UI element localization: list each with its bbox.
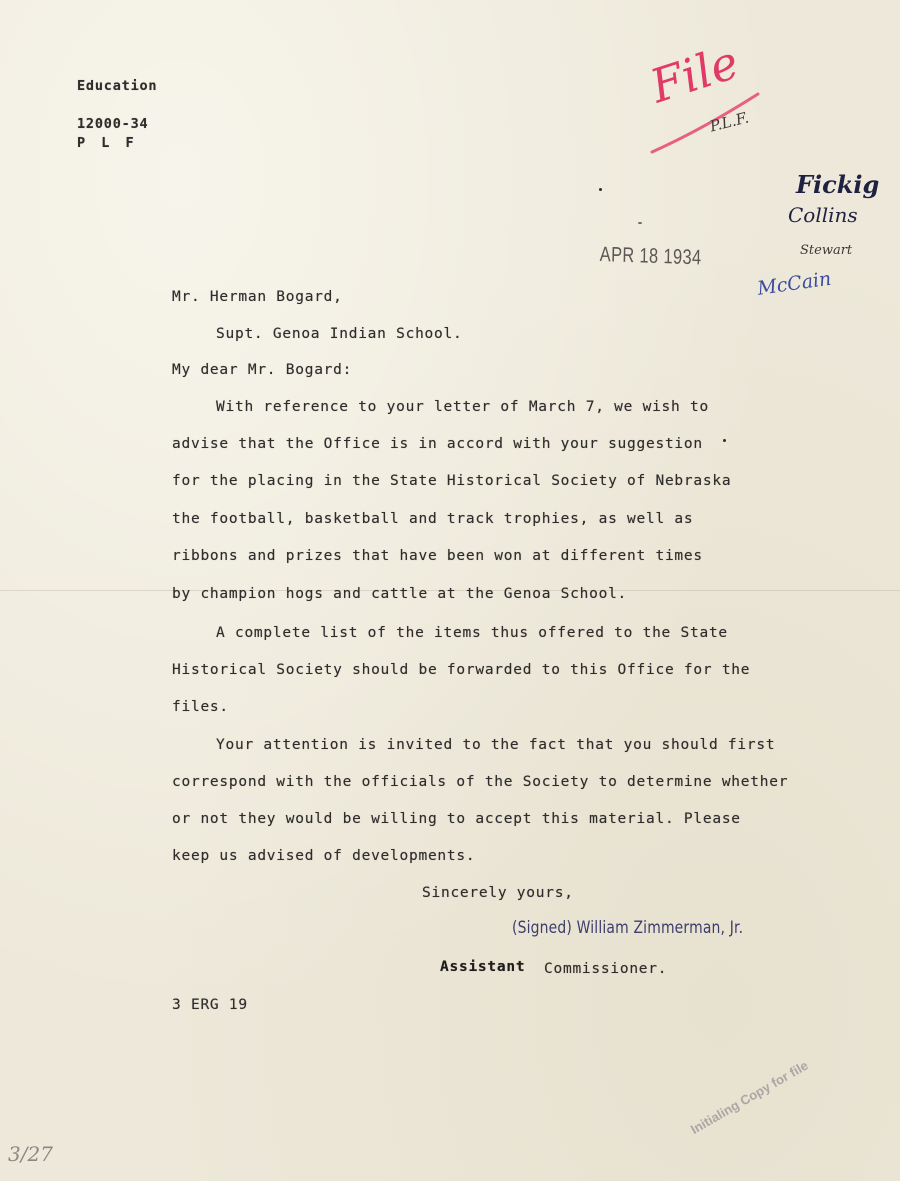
body-line: With reference to your letter of March 7, we wish to xyxy=(216,399,709,415)
file-initials: P L F xyxy=(77,135,138,151)
body-line: Your attention is invited to the fact that you should first xyxy=(216,737,776,753)
typist-reference: 3 ERG 19 xyxy=(172,997,248,1013)
salutation: My dear Mr. Bogard: xyxy=(172,362,353,378)
addressee-title: Supt. Genoa Indian School. xyxy=(216,326,463,342)
body-line: by champion hogs and cattle at the Genoa School. xyxy=(172,586,628,602)
routing-name-1: Fickig xyxy=(796,170,880,199)
body-line: for the placing in the State Historical Society of Nebraska xyxy=(172,473,732,489)
signer-title-prefix: Assistant xyxy=(440,959,526,975)
routing-name-4: McCain xyxy=(756,267,833,300)
margin-pencil-note: 3/27 xyxy=(8,1142,53,1166)
body-line: or not they would be willing to accept this material. Please xyxy=(172,811,741,827)
plf-handwritten-initials: P.L.F. xyxy=(708,108,751,136)
signature-stamp: (Signed) William Zimmerman, Jr. xyxy=(512,918,744,938)
ink-dot xyxy=(599,188,602,191)
received-date-stamp: APR 18 1934 xyxy=(599,243,702,270)
body-line: keep us advised of developments. xyxy=(172,848,476,864)
initialing-copy-stamp: Initialing Copy for file xyxy=(688,1057,811,1137)
ink-dot xyxy=(638,222,642,224)
department-label: Education xyxy=(77,78,158,94)
routing-name-3: Stewart xyxy=(800,243,853,258)
signer-title: Commissioner. xyxy=(544,961,668,977)
file-number: 12000-34 xyxy=(77,116,149,132)
closing: Sincerely yours, xyxy=(422,885,574,901)
body-line: Historical Society should be forwarded to this Office for the xyxy=(172,662,751,678)
body-line: files. xyxy=(172,699,229,715)
file-handwritten-mark: File xyxy=(644,34,745,114)
body-line: advise that the Office is in accord with your suggestion xyxy=(172,436,703,452)
body-line: the football, basketball and track trophies, as well as xyxy=(172,511,694,527)
routing-name-2: Collins xyxy=(788,203,858,227)
body-line: correspond with the officials of the Society to determine whether xyxy=(172,774,789,790)
addressee-name: Mr. Herman Bogard, xyxy=(172,289,343,305)
body-line: ribbons and prizes that have been won at different times xyxy=(172,548,703,564)
ink-dot xyxy=(723,439,726,442)
body-line: A complete list of the items thus offered to the State xyxy=(216,625,728,641)
